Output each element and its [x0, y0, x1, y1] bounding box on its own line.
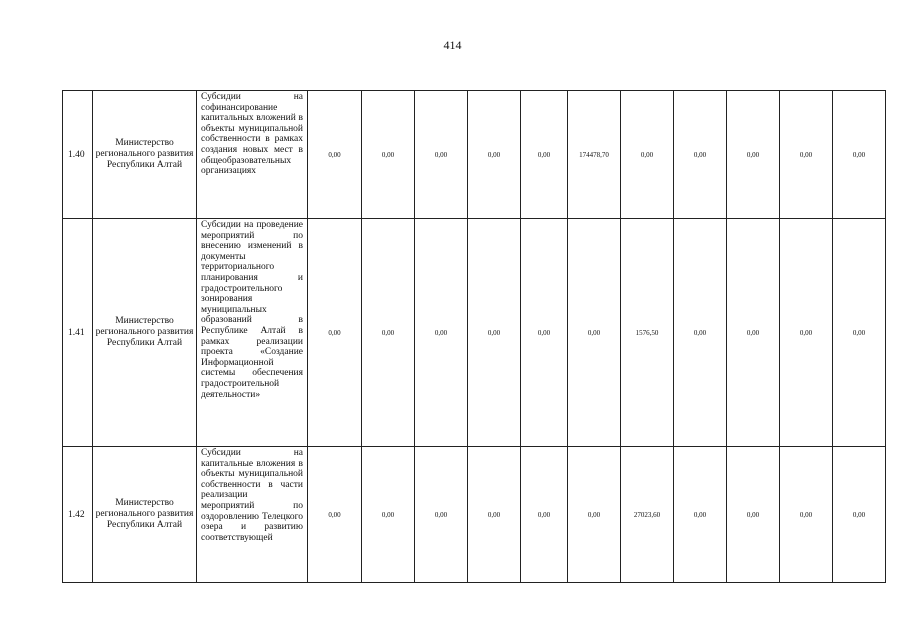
organization-cell: Министерство регионального развития Республики Алтай	[93, 219, 197, 447]
value-cell: 0,00	[308, 447, 362, 583]
value-cell: 0,00	[415, 219, 468, 447]
value-cell: 0,00	[521, 219, 568, 447]
value-cell: 0,00	[568, 219, 621, 447]
value-cell: 0,00	[674, 219, 727, 447]
value-cell: 0,00	[727, 219, 780, 447]
value-cell: 0,00	[362, 447, 415, 583]
value-cell: 0,00	[780, 219, 833, 447]
organization-cell: Министерство регионального развития Республики Алтай	[93, 91, 197, 219]
value-cell: 0,00	[362, 219, 415, 447]
row-number: 1.40	[63, 91, 93, 219]
description-cell: Субсидии на капитальные вложения в объекты муниципальной собственности в части реализации мероприятий по оздоровлению Телецкого озера и развитию соответствующей	[197, 447, 308, 583]
value-cell: 0,00	[833, 447, 886, 583]
value-cell: 0,00	[308, 219, 362, 447]
value-cell: 0,00	[468, 91, 521, 219]
value-cell: 0,00	[833, 219, 886, 447]
value-cell: 1576,50	[621, 219, 674, 447]
value-cell: 174478,70	[568, 91, 621, 219]
budget-table	[62, 90, 886, 583]
value-cell: 0,00	[727, 447, 780, 583]
value-cell: 0,00	[415, 91, 468, 219]
value-cell: 0,00	[568, 447, 621, 583]
value-cell: 0,00	[621, 91, 674, 219]
table-row	[63, 219, 886, 447]
value-cell: 0,00	[308, 91, 362, 219]
value-cell: 0,00	[468, 447, 521, 583]
description-cell: Субсидии на проведение мероприятий по внесению изменений в документы территориального планирования и градостроительного зонирования муниципальных образований в Республике Алтай в рамках реализации проекта «Создание Информационной системы обеспечения градостроительной деятельности»	[197, 219, 308, 447]
value-cell: 0,00	[362, 91, 415, 219]
value-cell: 27023,60	[621, 447, 674, 583]
value-cell: 0,00	[727, 91, 780, 219]
organization-cell: Министерство регионального развития Республики Алтай	[93, 447, 197, 583]
row-number: 1.41	[63, 219, 93, 447]
value-cell: 0,00	[468, 219, 521, 447]
page-number: 414	[443, 38, 462, 52]
value-cell: 0,00	[674, 447, 727, 583]
row-number: 1.42	[63, 447, 93, 583]
description-cell: Субсидии на софинансирование капитальных вложений в объекты муниципальной собственности в рамках создания новых мест в общеобразовательных организациях	[197, 91, 308, 219]
value-cell: 0,00	[780, 447, 833, 583]
table-row	[63, 91, 886, 219]
value-cell: 0,00	[833, 91, 886, 219]
value-cell: 0,00	[521, 91, 568, 219]
value-cell: 0,00	[674, 91, 727, 219]
value-cell: 0,00	[780, 91, 833, 219]
table-row	[63, 447, 886, 583]
value-cell: 0,00	[415, 447, 468, 583]
value-cell: 0,00	[521, 447, 568, 583]
